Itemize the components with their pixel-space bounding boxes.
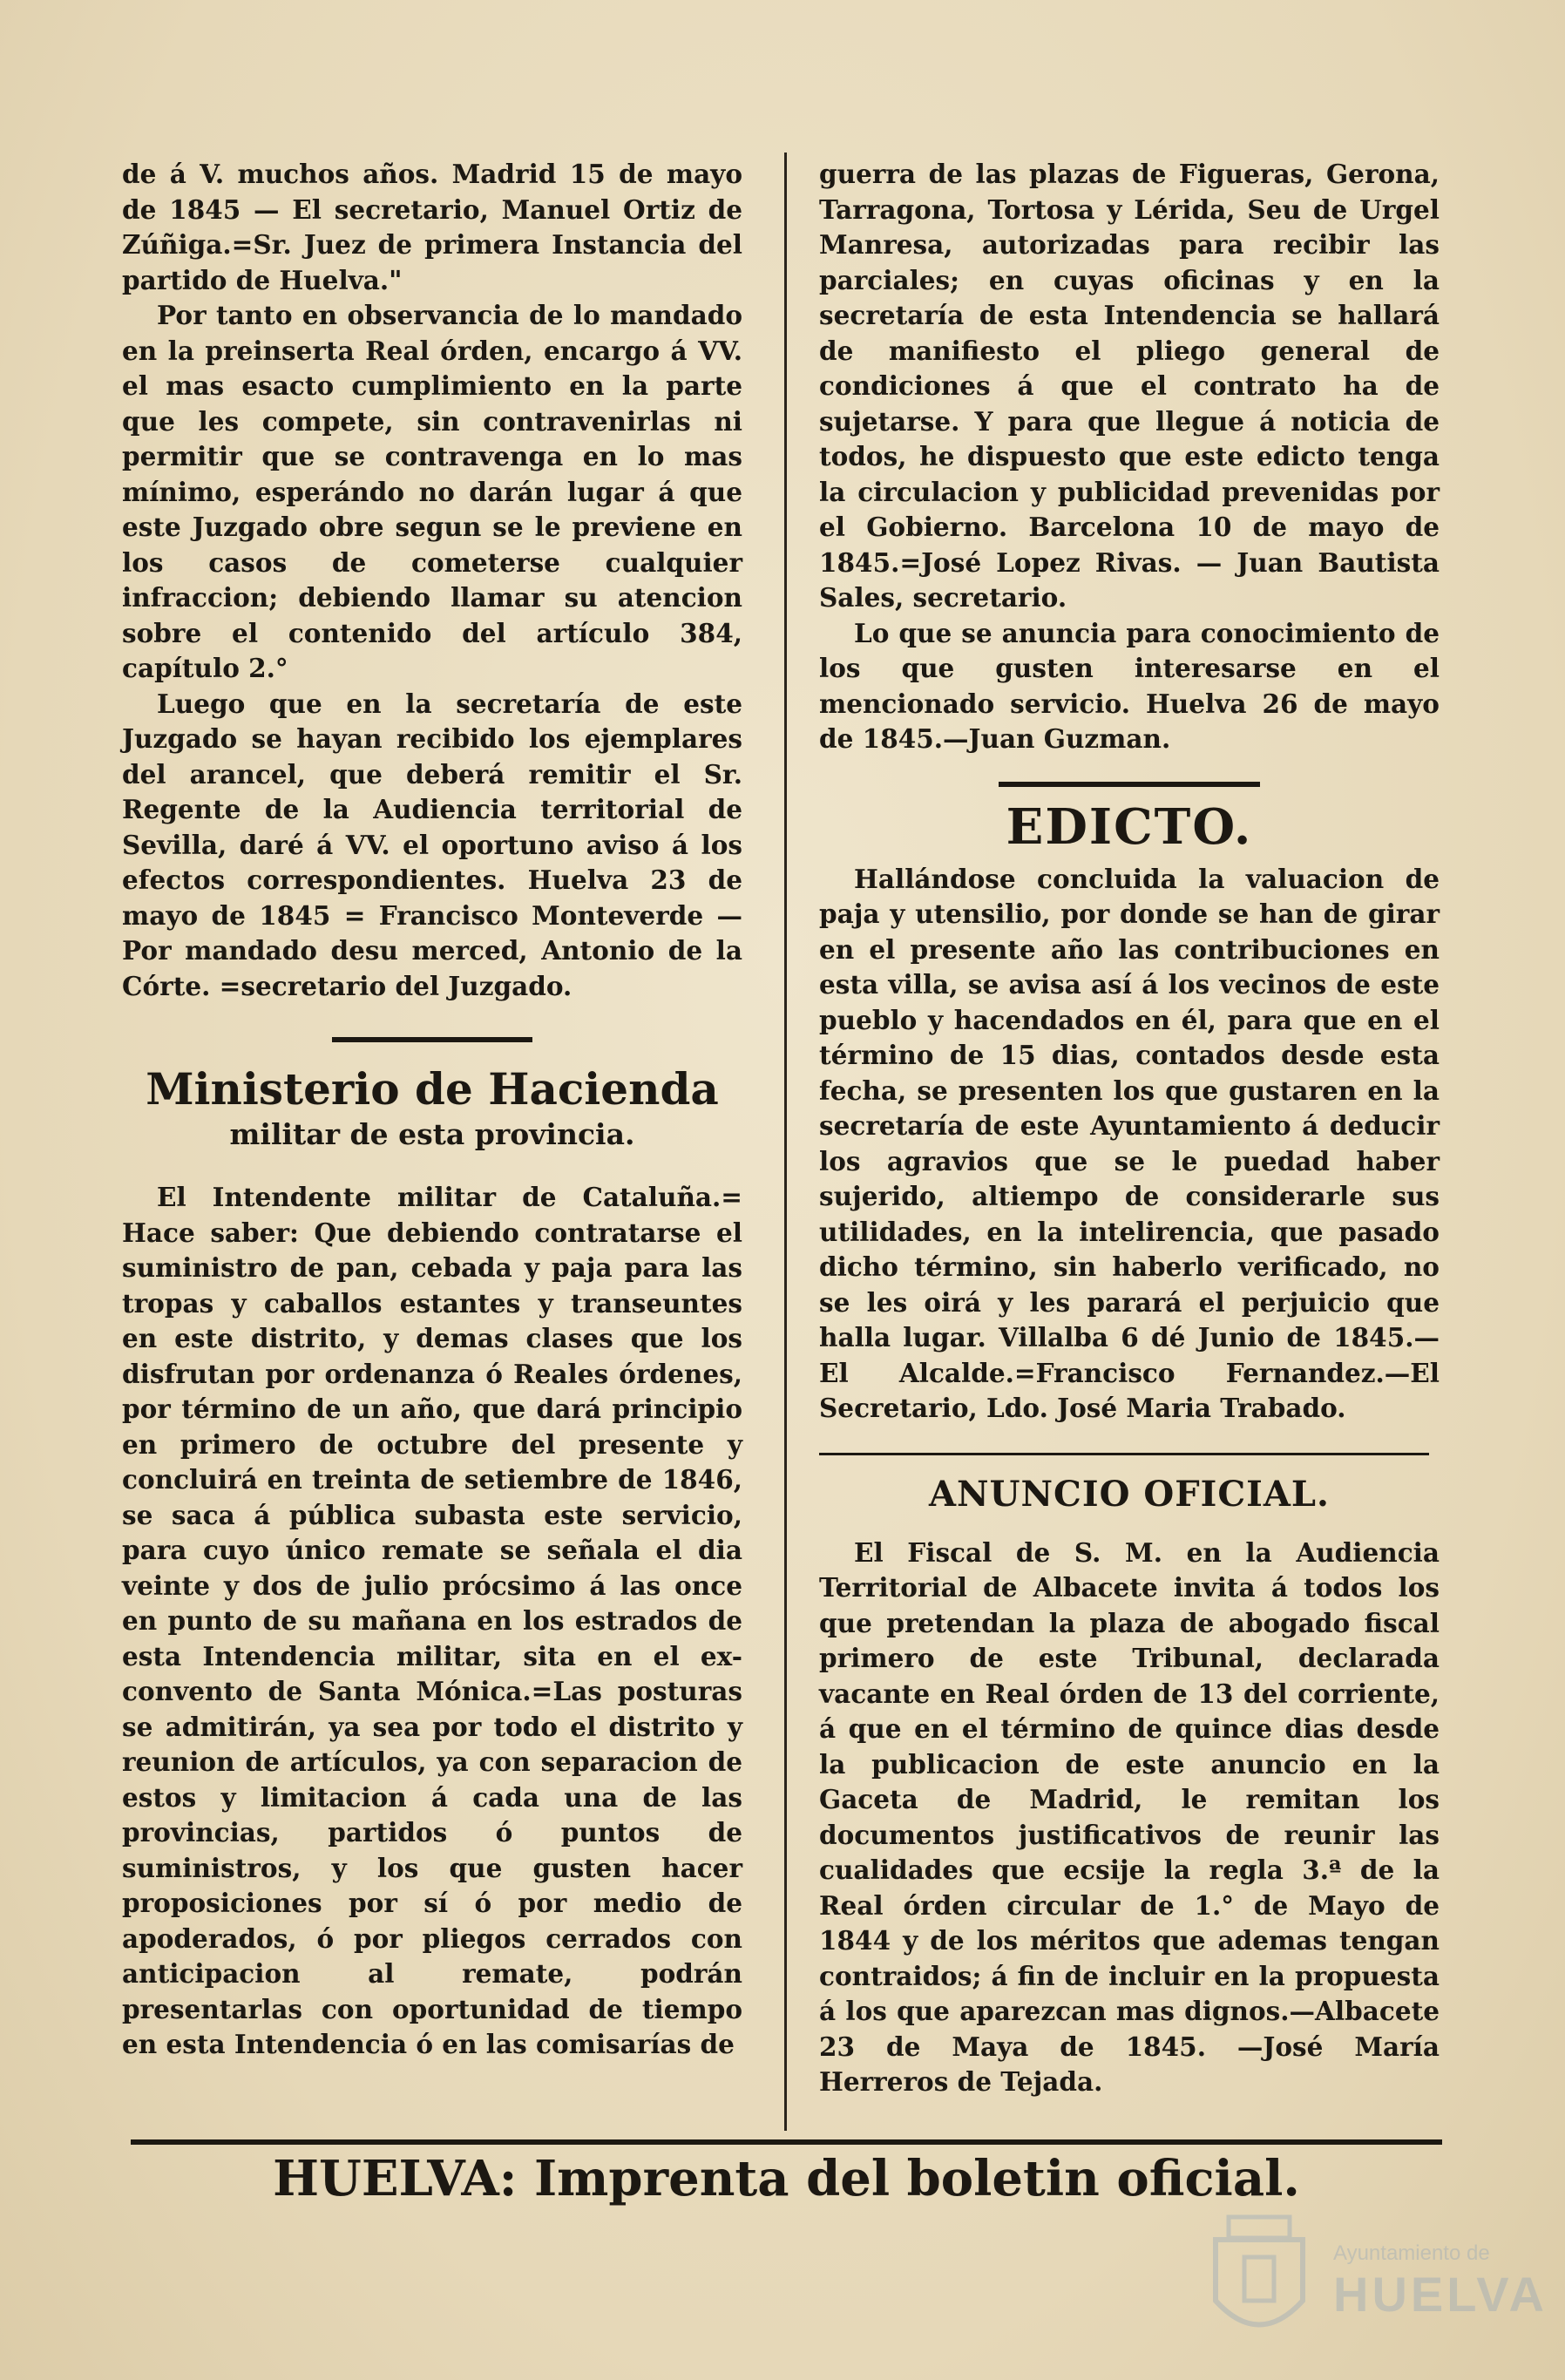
footer-rule <box>131 2139 1442 2145</box>
section-subheading: militar de esta provincia. <box>229 1117 635 1151</box>
paragraph-arancel: Luego que en la secretaría de este Juzgado se hayan recibido los ejemplares del arancel, que deberá remitir el Sr. Regente de la Audiencia territorial de Sevilla, daré á VV. el oportuno aviso á los efectos correspondientes. Huelva 23 de mayo de 1845 = Francisco Monteverde — Por mandado desu merced, Antonio de la Córte. =secretario del Juzgado. <box>122 688 742 1001</box>
anuncio-title: ANUNCIO OFICIAL. <box>929 1473 1330 1515</box>
paragraph-letter-close: de á V. muchos años. Madrid 15 de mayo de 1845 — El secretario, Manuel Ortiz de Zúñiga.=Sr. Juez de primera Instancia del partido de Huelva." <box>122 159 742 295</box>
paragraph-anuncio: El Fiscal de S. M. en la Audiencia Territorial de Albacete invita á todos los que pretendan la plaza de abogado fiscal primero de este Tribunal, declarada vacante en Real órden de 13 del corriente, á que en el término de quince dias desde la publicacion de este anuncio en la Gaceta de Madrid, le remitan los documentos justificativos de reunir las cualidades que ecsije la regla 3.ª de la Real órden circular de 1.° de Mayo de 1844 y de los méritos que ademas tengan contraidos; á fin de incluir en la propuesta á los que aparezcan mas dignos.—Albacete 23 de Maya de 1845. —José María Herreros de Tejada. <box>819 1536 1440 2097</box>
paragraph-edicto: Hallándose concluida la valuacion de paja y utensilio, por donde se han de girar en el presente año las contribuciones en esta villa, se avisa así á los vecinos de este pueblo y hacendados en él, para que en el término de 15 dias, contados desde esta fecha, se presenten los que gustaren en la secretaría de este Ayuntamiento á deducir los agravios que se le puedad haber sujerido, altiempo de considerarle sus utilidades, en la intelirencia, que pasado dicho término, sin haberlo verificado, no se les oirá y les parará el perjuicio que halla lugar. Villalba 6 dé Junio de 1845.—El Alcalde.=Francisco Fernandez.—El Secretario, Ldo. José Maria Trabado. <box>819 863 1440 1423</box>
watermark-line1: Ayuntamiento de <box>1333 2241 1490 2265</box>
edicto-title: EDICTO. <box>1006 797 1253 856</box>
section-heading-hacienda: Ministerio de Hacienda <box>146 1063 719 1115</box>
column-divider <box>784 153 787 2131</box>
imprint-line: HUELVA: Imprenta del boletin oficial. <box>273 2150 1300 2207</box>
watermark-line2: HUELVA <box>1333 2267 1548 2322</box>
paragraph-anuncia: Lo que se anuncia para conocimiento de los que gusten interesarse en el mencionado servicio. Huelva 26 de mayo de 1845.—Juan Guzman. <box>819 617 1440 754</box>
city-crest-icon <box>1203 2205 1316 2353</box>
right-column <box>819 157 1440 2100</box>
paragraph-mandate: Por tanto en observancia de lo mandado en la preinserta Real órden, encargo á VV. el mas esacto cumplimiento en la parte que les compete, sin contravenirlas ni permitir que se contravenga en lo mas mínimo, esperándo no darán lugar á que este Juzgado obre segun se le previene en los casos de cometerse cualquier infraccion; debiendo llamar su atencion sobre el contenido del artículo 384, capítulo 2.° <box>122 300 742 683</box>
watermark <box>1203 2205 1548 2362</box>
paragraph-subasta: El Intendente militar de Cataluña.= Hace saber: Que debiendo contratarse el suministro de pan, cebada y paja para las tropas y caballos estantes y transeuntes en este distrito, y demas clases que los disfrutan por ordenanza ó Reales órdenes, por término de un año, que dará principio en primero de octubre del presente y concluirá en treinta de setiembre de 1846, se saca á pública subasta este servicio, para cuyo único remate se señala el dia veinte y dos de julio prócsimo á las once en punto de su mañana en los estrados de esta Intendencia militar, sita en el ex-convento de Santa Mónica.=Las posturas se admitirán, ya sea por todo el distrito y reunion de artículos, ya con separacion de estos y limitacion á cada una de las provincias, partidos ó puntos de suministros, y los que gusten hacer proposiciones por sí ó por medio de apoderados, ó por pliegos cerrados con anticipacion al remate, podrán presentarlas con oportunidad de tiempo en esta Intendencia ó en las comisarías de <box>122 1182 742 2059</box>
paragraph-subasta-cont: guerra de las plazas de Figueras, Gerona, Tarragona, Tortosa y Lérida, Seu de Urgel Manresa, autorizadas para recibir las parciales; en cuyas oficinas y en la secretaría de esta Intendencia se hallará de manifiesto el pliego general de condiciones á que el contrato ha de sujetarse. Y para que llegue á noticia de todos, he dispuesto que este edicto tenga la circulacion y publicidad prevenidas por el Gobierno. Barcelona 10 de mayo de 1845.=José Lopez Rivas. — Juan Bautista Sales, secretario. <box>819 159 1440 613</box>
left-column <box>122 157 742 2063</box>
